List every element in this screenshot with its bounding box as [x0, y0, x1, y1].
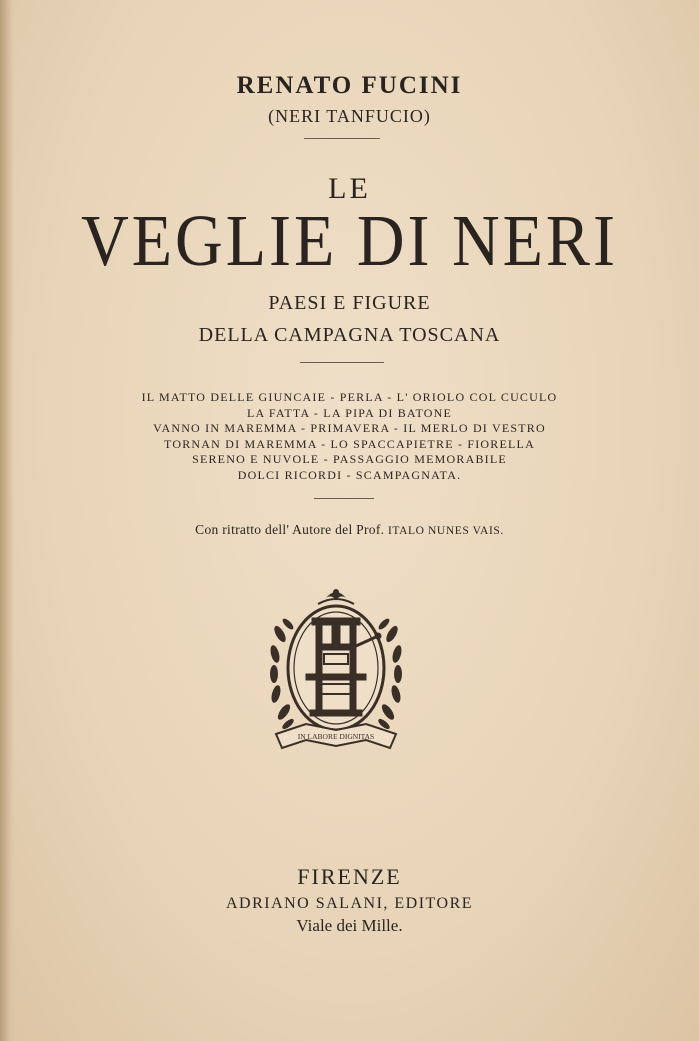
portrait-artist: ITALO NUNES VAIS.: [387, 525, 504, 537]
emblem-motto: IN LABORE DIGNITAS: [297, 732, 375, 741]
author-pseudonym: (NERI TANFUCIO): [268, 106, 431, 126]
publisher-address: Viale dei Mille.: [296, 916, 403, 935]
portrait-credit: [0, 522, 699, 538]
author-name: RENATO FUCINI: [236, 72, 463, 99]
contents-line: VANNO IN MAREMMA - PRIMAVERA - IL MERLO DI VESTRO: [153, 421, 546, 435]
divider-rule: [300, 362, 384, 363]
divider-rule: [304, 138, 380, 139]
subtitle-line-1: PAESI E FIGURE: [268, 292, 431, 314]
divider-rule: [314, 498, 374, 499]
contents-line: TORNAN DI MAREMMA - LO SPACCAPIETRE - FIORELLA: [164, 436, 535, 451]
publication-city: FIRENZE: [297, 864, 402, 889]
publisher-name: ADRIANO SALANI, EDITORE: [225, 895, 474, 912]
title-article: LE: [328, 172, 371, 205]
subtitle-line-2: DELLA CAMPAGNA TOSCANA: [198, 324, 501, 346]
contents-line: LA FATTA - LA PIPA DI BATONE: [246, 405, 453, 420]
contents-line: SERENO E NUVOLE - PASSAGGIO MEMORABILE: [192, 452, 507, 466]
contents-list: [0, 390, 699, 483]
book-title: VEGLIE DI NERI: [81, 201, 618, 282]
portrait-note: Con ritratto dell' Autore del Prof.: [195, 522, 385, 537]
contents-line: IL MATTO DELLE GIUNCAIE - PERLA - L' ORIOLO COL CUCULO: [141, 390, 558, 404]
printing-press-emblem-icon: [266, 584, 406, 760]
contents-line: DOLCI RICORDI - SCAMPAGNATA.: [237, 467, 462, 482]
